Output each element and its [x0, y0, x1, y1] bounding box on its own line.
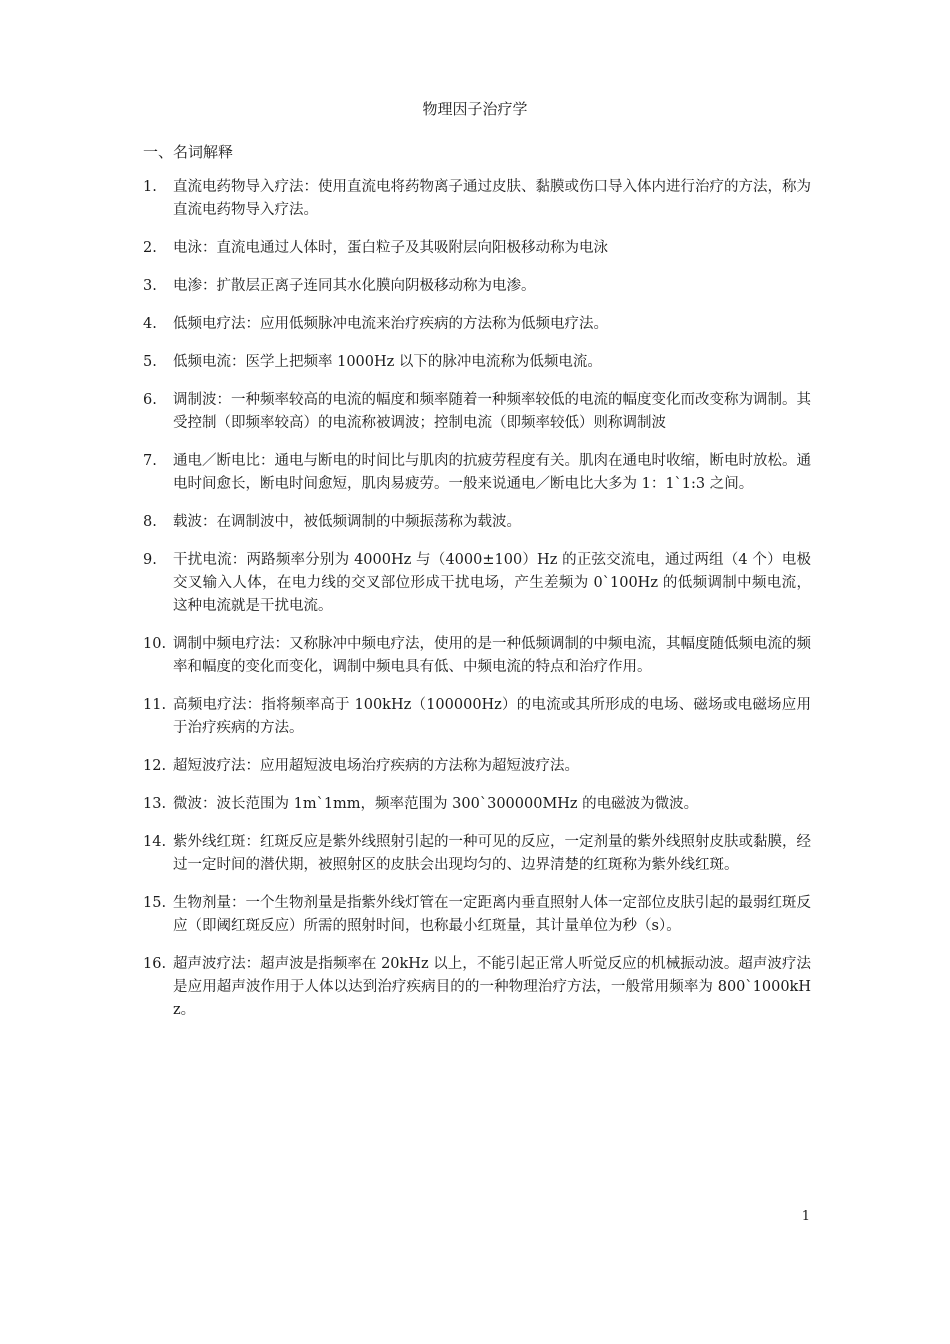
list-item: [143, 450, 811, 496]
list-item: [143, 549, 811, 618]
item-text: 调制中频电疗法：又称脉冲中频电疗法，使用的是一种低频调制的中频电流，其幅度随低频电流的频率和幅度的变化而变化，调制中频电具有低、中频电流的特点和治疗作用。: [173, 636, 811, 675]
item-text: 电泳：直流电通过人体时，蛋白粒子及其吸附层向阳极移动称为电泳: [173, 240, 608, 256]
item-number: 1.: [143, 179, 157, 195]
list-item: [143, 237, 811, 260]
item-number: 11.: [143, 697, 167, 713]
list-item: [143, 351, 811, 374]
list-item: [143, 389, 811, 435]
list-item: [143, 831, 811, 877]
list-item: [143, 953, 811, 1022]
item-number: 7.: [143, 453, 157, 469]
item-number: 8.: [143, 514, 157, 530]
definition-list: [143, 176, 811, 1037]
item-number: 3.: [143, 278, 157, 294]
item-number: 13.: [143, 796, 167, 812]
item-number: 2.: [143, 240, 157, 256]
item-text: 高频电疗法：指将频率高于 100kHz（100000Hz）的电流或其所形成的电场、磁场或电磁场应用于治疗疾病的方法。: [173, 697, 811, 736]
document-title: 物理因子治疗学: [422, 100, 528, 118]
item-number: 5.: [143, 354, 157, 370]
item-text: 低频电疗法：应用低频脉冲电流来治疗疾病的方法称为低频电疗法。: [173, 316, 608, 332]
item-text: 电渗：扩散层正离子连同其水化膜向阴极移动称为电渗。: [173, 278, 536, 294]
item-number: 9.: [143, 552, 157, 568]
item-text: 紫外线红斑：红斑反应是紫外线照射引起的一种可见的反应，一定剂量的紫外线照射皮肤或黏膜，经过一定时间的潜伏期，被照射区的皮肤会出现均匀的、边界清楚的红斑称为紫外线红斑。: [173, 834, 811, 873]
item-text: 干扰电流：两路频率分别为 4000Hz 与（4000±100）Hz 的正弦交流电，通过两组（4 个）电极交叉输入人体，在电力线的交叉部位形成干扰电场，产生差频为 0`100Hz 的低频调制中频电流，这种电流就是干扰电流。: [173, 552, 811, 614]
list-item: [143, 694, 811, 740]
list-item: [143, 511, 811, 534]
list-item: [143, 633, 811, 679]
item-number: 6.: [143, 392, 157, 408]
item-number: 4.: [143, 316, 157, 332]
item-text: 载波：在调制波中，被低频调制的中频振荡称为载波。: [173, 514, 521, 530]
item-number: 12.: [143, 758, 167, 774]
list-item: [143, 755, 811, 778]
section-heading: 一、名词解释: [143, 143, 234, 161]
item-text: 微波：波长范围为 1m`1mm，频率范围为 300`300000MHz 的电磁波为微波。: [173, 796, 699, 812]
item-number: 14.: [143, 834, 167, 850]
list-item: [143, 275, 811, 298]
item-number: 15.: [143, 895, 167, 911]
item-text: 直流电药物导入疗法：使用直流电将药物离子通过皮肤、黏膜或伤口导入体内进行治疗的方法，称为直流电药物导入疗法。: [173, 179, 811, 218]
item-text: 生物剂量：一个生物剂量是指紫外线灯管在一定距离内垂直照射人体一定部位皮肤引起的最弱红斑反应（即阈红斑反应）所需的照射时间，也称最小红斑量，其计量单位为秒（s）。: [173, 895, 811, 934]
list-item: [143, 793, 811, 816]
item-text: 调制波：一种频率较高的电流的幅度和频率随着一种频率较低的电流的幅度变化而改变称为调制。其受控制（即频率较高）的电流称被调波；控制电流（即频率较低）则称调制波: [173, 392, 811, 431]
item-number: 10.: [143, 636, 167, 652]
page-number: 1: [801, 1209, 810, 1224]
item-text: 超声波疗法：超声波是指频率在 20kHz 以上，不能引起正常人听觉反应的机械振动波。超声波疗法是应用超声波作用于人体以达到治疗疾病目的的一种物理治疗方法，一般常用频率为 800`1000kHz。: [173, 956, 811, 1018]
list-item: [143, 176, 811, 222]
item-text: 超短波疗法：应用超短波电场治疗疾病的方法称为超短波疗法。: [173, 758, 579, 774]
list-item: [143, 892, 811, 938]
item-text: 低频电流：医学上把频率 1000Hz 以下的脉冲电流称为低频电流。: [173, 354, 602, 370]
item-text: 通电／断电比：通电与断电的时间比与肌肉的抗疲劳程度有关。肌肉在通电时收缩，断电时放松。通电时间愈长，断电时间愈短，肌肉易疲劳。一般来说通电／断电比大多为 1：1`1:3 之间。: [173, 453, 811, 492]
item-number: 16.: [143, 956, 167, 972]
list-item: [143, 313, 811, 336]
